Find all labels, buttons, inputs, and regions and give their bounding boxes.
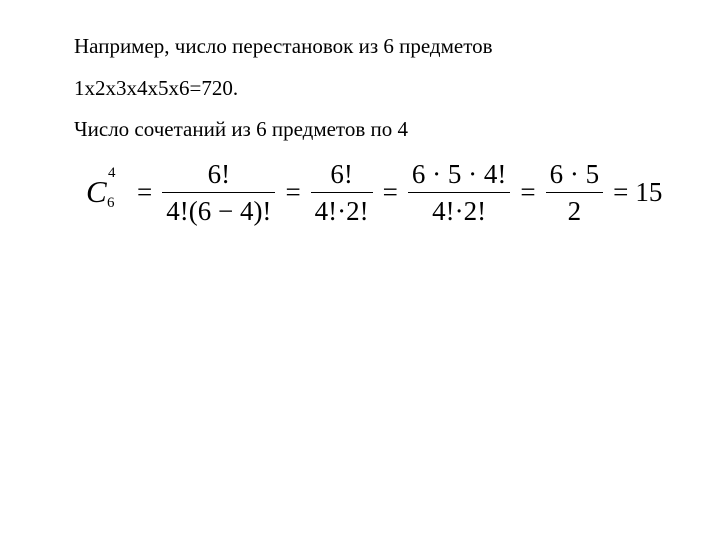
equals-sign: = <box>520 176 536 207</box>
equals-sign: = <box>382 176 398 207</box>
fraction-1-denominator: 4!(6 − 4)! <box>166 195 272 226</box>
fraction-4 <box>543 159 607 226</box>
combinations-text: Число сочетаний из 6 предметов по 4 <box>74 117 408 141</box>
fraction-3-denominator: 4!·2! <box>432 195 487 226</box>
equals-sign: = <box>137 176 153 207</box>
fraction-1-numerator: 6! <box>207 158 231 189</box>
fraction-3-numerator: 6 · 5 · 4! <box>411 158 507 189</box>
combination-formula <box>86 150 662 234</box>
fraction-2 <box>308 159 376 226</box>
combination-symbol <box>86 165 118 212</box>
permutations-product: 1х2х3х4х5х6=720. <box>74 76 239 100</box>
equals-sign: = <box>613 176 629 207</box>
fraction-2-denominator: 4!·2! <box>314 195 369 226</box>
combination-subscript: 6 <box>107 195 115 211</box>
fraction-4-denominator: 2 <box>567 195 582 226</box>
formula-result: 15 <box>635 176 663 207</box>
fraction-2-numerator: 6! <box>330 158 353 189</box>
fraction-3 <box>405 159 513 226</box>
fraction-4-numerator: 6 · 5 <box>549 158 600 189</box>
equals-sign: = <box>285 176 301 207</box>
combination-superscript: 4 <box>108 165 116 181</box>
fraction-1 <box>159 159 278 226</box>
combination-letter: C <box>86 174 107 209</box>
permutations-text: Например, число перестановок из 6 предметов <box>74 34 493 58</box>
